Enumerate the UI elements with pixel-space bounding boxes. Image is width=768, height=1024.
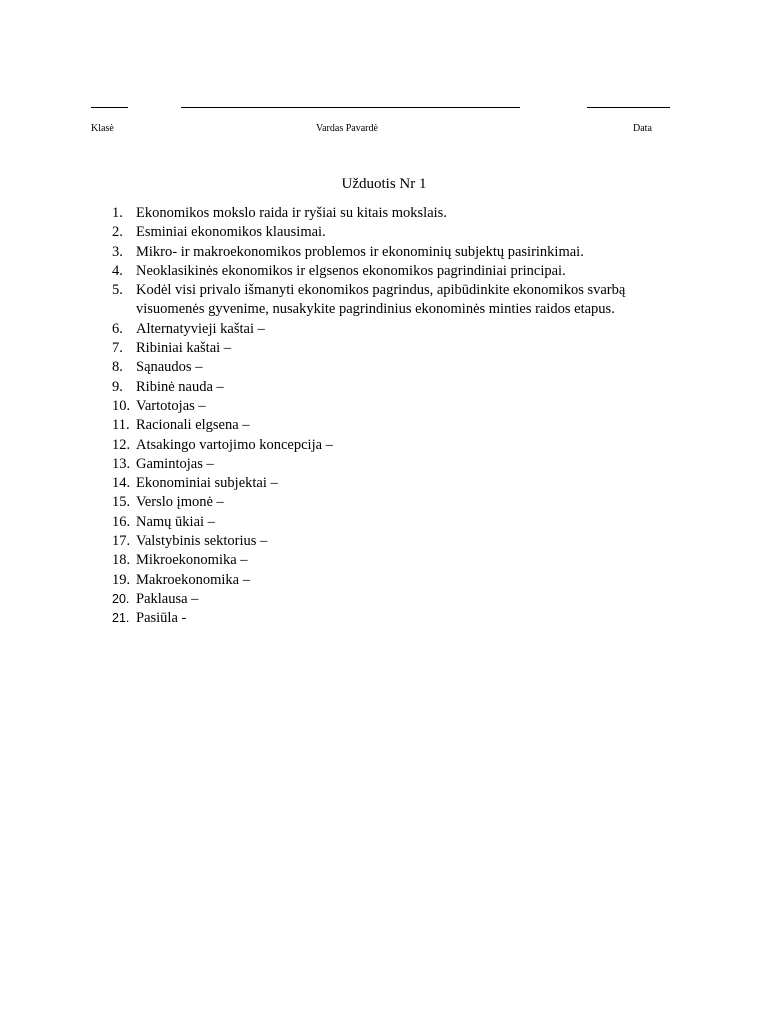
task-text: Racionali elgsena – xyxy=(136,417,250,434)
task-number: 7. xyxy=(112,340,123,357)
assignment-title: Užduotis Nr 1 xyxy=(341,176,427,192)
task-number: 9. xyxy=(112,378,123,395)
task-text: Sąnaudos – xyxy=(136,359,203,376)
task-item xyxy=(0,474,768,493)
task-text: Vartotojas – xyxy=(136,397,206,414)
task-item xyxy=(0,281,768,320)
task-number: 4. xyxy=(112,262,123,279)
task-list xyxy=(0,204,768,629)
task-number: 12. xyxy=(112,436,131,453)
task-item xyxy=(0,455,768,474)
task-item xyxy=(0,223,768,242)
task-text: Gamintojas – xyxy=(136,455,214,472)
task-number: 6. xyxy=(112,320,123,337)
task-text: Mikro- ir makroekonomikos problemos ir ekonominių subjektų pasirinkimai. xyxy=(136,243,584,260)
task-number: 14. xyxy=(112,475,131,492)
task-item xyxy=(0,320,768,339)
task-number: 3. xyxy=(112,243,123,260)
task-text: Atsakingo vartojimo koncepcija – xyxy=(136,436,333,453)
task-item xyxy=(0,532,768,551)
task-number: 16. xyxy=(112,513,131,530)
task-text: Valstybinis sektorius – xyxy=(136,533,268,550)
task-text: Alternatyvieji kaštai – xyxy=(136,320,265,337)
klase-label: Klasė xyxy=(91,123,114,134)
vardas-pavarde-underline xyxy=(181,107,520,108)
task-number: 18. xyxy=(112,552,131,569)
task-number: 11. xyxy=(112,417,130,434)
task-item xyxy=(0,416,768,435)
task-text: Verslo įmonė – xyxy=(136,494,224,511)
task-item xyxy=(0,339,768,358)
task-text: Namų ūkiai – xyxy=(136,513,215,530)
task-item xyxy=(0,571,768,590)
data-underline xyxy=(587,107,670,108)
task-number: 20. xyxy=(112,591,130,606)
task-text: Makroekonomika – xyxy=(136,571,250,588)
task-text: Kodėl visi privalo išmanyti ekonomikos pagrindus, apibūdinkite ekonomikos svarbą visuomenės gyvenime, nusakykite pagrindinius ekonominės minties raidos etapus. xyxy=(136,282,626,318)
task-text: Ribinė nauda – xyxy=(136,378,224,395)
task-number: 17. xyxy=(112,533,131,550)
task-text: Ekonomikos mokslo raida ir ryšiai su kitais mokslais. xyxy=(136,205,447,221)
task-text: Neoklasikinės ekonomikos ir elgsenos ekonomikos pagrindiniai principai. xyxy=(136,262,566,279)
klase-underline xyxy=(91,107,128,108)
task-text: Paklausa – xyxy=(136,590,199,607)
task-text: Mikroekonomika – xyxy=(136,552,248,569)
task-item xyxy=(0,358,768,377)
task-text: Ribiniai kaštai – xyxy=(136,340,232,357)
task-number: 15. xyxy=(112,494,131,511)
task-number: 5. xyxy=(112,282,123,299)
task-item xyxy=(0,590,768,609)
task-number: 1. xyxy=(112,205,123,221)
task-number: 13. xyxy=(112,455,131,472)
task-item xyxy=(0,204,768,223)
task-number: 2. xyxy=(112,224,123,241)
task-item xyxy=(0,551,768,570)
task-number: 10. xyxy=(112,397,131,414)
task-item xyxy=(0,513,768,532)
task-item xyxy=(0,609,768,628)
task-item xyxy=(0,397,768,416)
data-label: Data xyxy=(633,123,652,134)
vardas-pavarde-label: Vardas Pavardė xyxy=(316,123,378,134)
task-item xyxy=(0,262,768,281)
task-number: 21. xyxy=(112,611,130,626)
task-item xyxy=(0,436,768,455)
task-text: Pasiūla - xyxy=(136,610,187,627)
task-item xyxy=(0,378,768,397)
task-number: 19. xyxy=(112,571,131,588)
task-item xyxy=(0,493,768,512)
task-item xyxy=(0,243,768,262)
task-text: Esminiai ekonomikos klausimai. xyxy=(136,224,326,241)
task-text: Ekonominiai subjektai – xyxy=(136,475,278,492)
task-number: 8. xyxy=(112,359,123,376)
